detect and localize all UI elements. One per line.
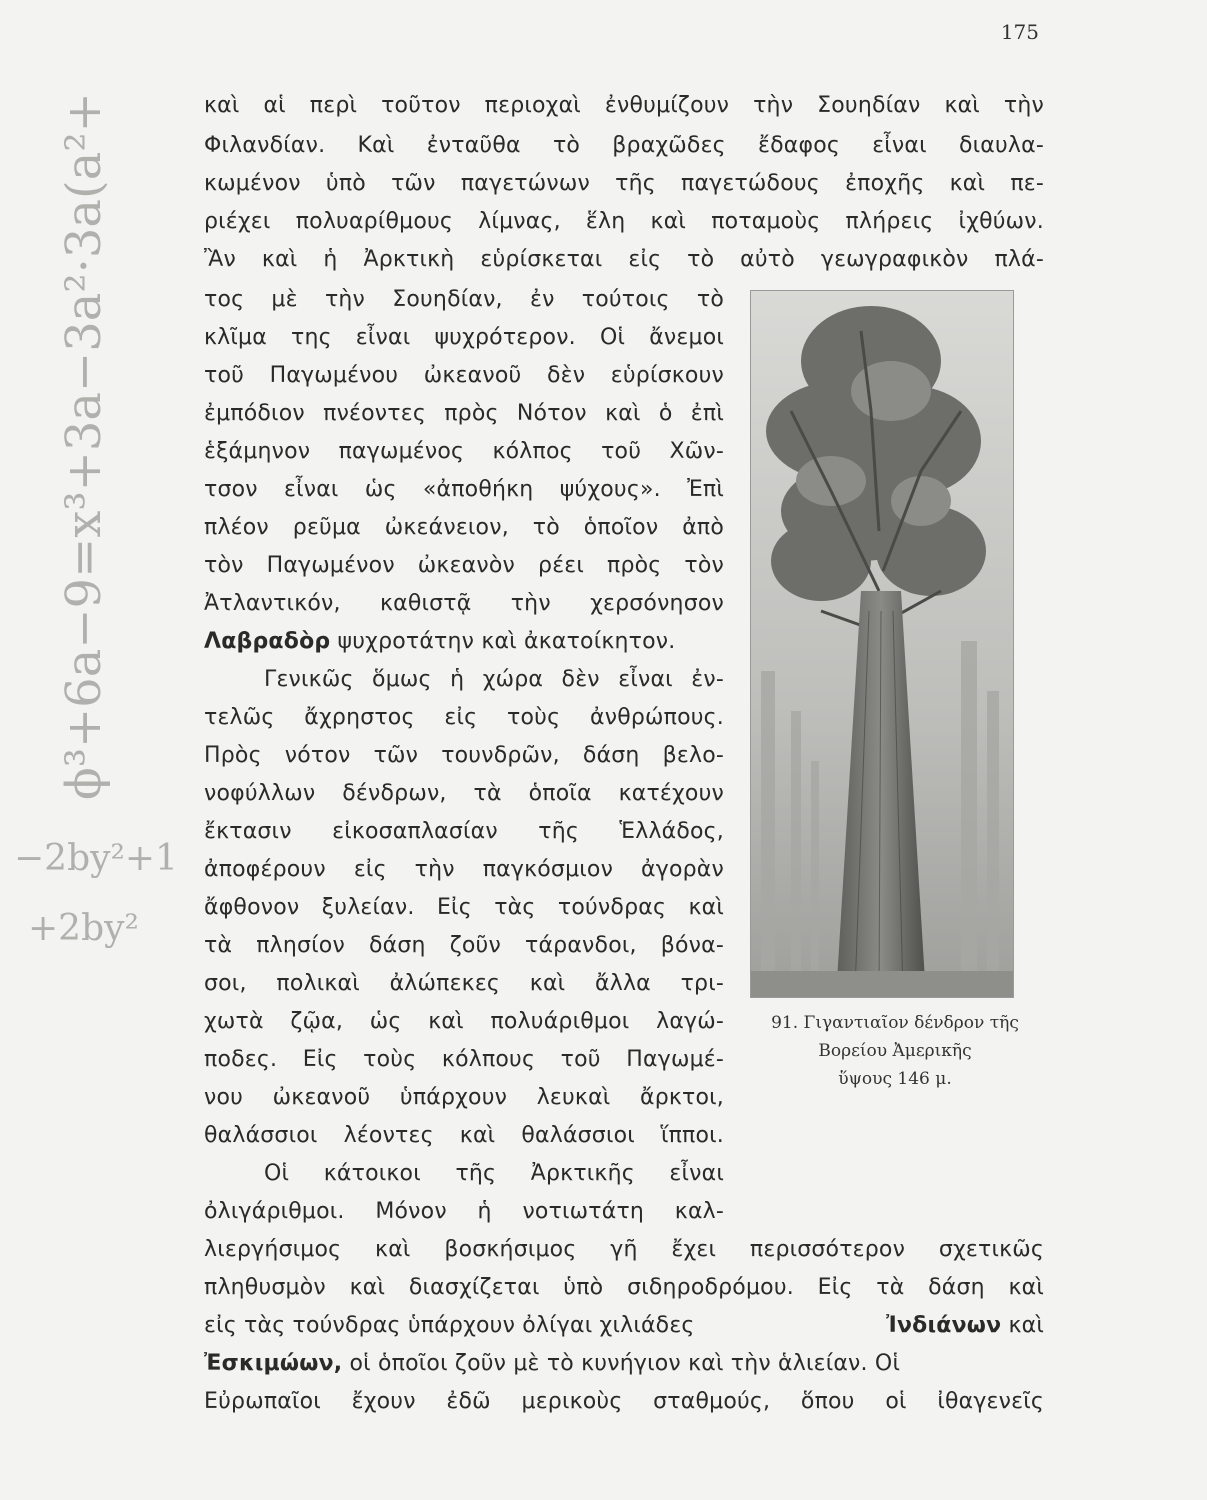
tree-illustration <box>750 290 1014 998</box>
text-line: τελῶς ἄχρηστος εἰς τοὺς ἀνθρώπους. <box>204 705 724 730</box>
text-line: Γενικῶς ὅμως ἡ χώρα δὲν εἶναι ἐν- <box>264 667 724 692</box>
tree-picture <box>751 291 1013 997</box>
text-line: τσον εἶναι ὡς «ἀποθήκη ψύχους». Ἐπὶ <box>204 477 724 502</box>
text-line: πλέον ρεῦμα ὠκεάνειον, τὸ ὁποῖον ἀπὸ <box>204 515 724 540</box>
text-line: ποδες. Εἰς τοὺς κόλπους τοῦ Παγωμέ- <box>204 1047 724 1072</box>
bold-term-eskimos: Ἐσκιμώων, <box>204 1351 343 1376</box>
text-fragment: οἱ ὁποῖοι ζοῦν μὲ τὸ κυνήγιον καὶ τὴν ἁλιείαν. Οἱ <box>342 1351 901 1376</box>
page-number: 175 <box>1000 20 1039 44</box>
text-fragment: ψυχροτάτην καὶ ἀκατοίκητον. <box>330 629 676 654</box>
text-line: ἄφθονον ξυλείαν. Εἰς τὰς τούνδρας καὶ <box>204 895 724 920</box>
bold-term-indians: Ἰνδιάνων καὶ <box>886 1313 1044 1338</box>
text-line: Πρὸς νότον τῶν τουνδρῶν, δάση βελο- <box>204 743 724 768</box>
text-line: Εὐρωπαῖοι ἔχουν ἐδῶ μερικοὺς σταθμούς, ὅπου οἱ ἰθαγενεῖς <box>204 1389 1044 1414</box>
text-line: ριέχει πολυαρίθμους λίμνας, ἕλη καὶ ποταμοὺς πλήρεις ἰχθύων. <box>204 209 1044 234</box>
bold-term-labrador: Λαβραδὸρ <box>204 629 331 654</box>
text-line: θαλάσσιοι λέοντες καὶ θαλάσσιοι ἵπποι. <box>204 1123 724 1148</box>
figure-caption-line: ὕψους 146 μ. <box>838 1069 952 1089</box>
text-line: ἔκτασιν εἰκοσαπλασίαν τῆς Ἑλλάδος, <box>204 819 724 844</box>
text-line: ἀποφέρουν εἰς τὴν παγκόσμιον ἀγορὰν <box>204 857 724 882</box>
text-fragment: εἰς τὰς τούνδρας ὑπάρχουν ὀλίγαι χιλιάδες <box>204 1313 695 1338</box>
text-line: χωτὰ ζῷα, ὡς καὶ πολυάριθμοι λαγώ- <box>204 1009 724 1034</box>
text-line: κλῖμα της εἶναι ψυχρότερον. Οἱ ἄνεμοι <box>204 325 724 350</box>
text-line: τος μὲ τὴν Σουηδίαν, ἐν τούτοις τὸ <box>204 287 724 312</box>
text-line: Φιλανδίαν. Καὶ ἐνταῦθα τὸ βραχῶδες ἔδαφος εἶναι διαυλα- <box>204 133 1044 158</box>
text-line: Ἀτλαντικόν, καθιστᾷ τὴν χερσόνησον <box>204 591 724 616</box>
handwritten-note-b: +2by² <box>28 908 139 949</box>
text-line: τὸν Παγωμένον ὠκεανὸν ρέει πρὸς τὸν <box>204 553 724 578</box>
figure-caption-line: 91. Γιγαντιαῖον δένδρον τῆς <box>771 1013 1019 1033</box>
text-line: καὶ αἱ περὶ τοῦτον περιοχαὶ ἐνθυμίζουν τὴν Σουηδίαν καὶ τὴν <box>204 93 1044 118</box>
text-line: ἑξάμηνον παγωμένος κόλπος τοῦ Χῶν- <box>204 439 724 464</box>
text-line: νου ὠκεανοῦ ὑπάρχουν λευκαὶ ἄρκτοι, <box>204 1085 724 1110</box>
text-line: λιεργήσιμος καὶ βοσκήσιμος γῆ ἔχει περισσότερον σχετικῶς <box>204 1237 1044 1262</box>
text-line: πληθυσμὸν καὶ διασχίζεται ὑπὸ σιδηροδρόμου. Εἰς τὰ δάση καὶ <box>204 1275 1044 1300</box>
text-line: σοι, πολικαὶ ἀλώπεκες καὶ ἄλλα τρι- <box>204 971 724 996</box>
text-line: νοφύλλων δένδρων, τὰ ὁποῖα κατέχουν <box>204 781 724 806</box>
text-line <box>204 1344 1044 1384</box>
text-line <box>204 1306 1044 1346</box>
text-line: Ἂν καὶ ἡ Ἀρκτικὴ εὑρίσκεται εἰς τὸ αὐτὸ γεωγραφικὸν πλά- <box>204 247 1044 272</box>
text-line: ἐμπόδιον πνέοντες πρὸς Νότον καὶ ὁ ἐπὶ <box>204 401 724 426</box>
text-line: ὀλιγάριθμοι. Μόνον ἡ νοτιωτάτη καλ- <box>204 1199 724 1224</box>
handwritten-note-a: −2by²+1 <box>14 838 178 879</box>
text-line: τὰ πλησίον δάση ζοῦν τάρανδοι, βόνα- <box>204 933 724 958</box>
text-line: τοῦ Παγωμένου ὠκεανοῦ δὲν εὑρίσκουν <box>204 363 724 388</box>
text-line: Οἱ κάτοικοι τῆς Ἀρκτικῆς εἶναι <box>264 1161 724 1186</box>
figure-caption-line: Βορείου Ἀμερικῆς <box>818 1041 972 1061</box>
text-line <box>204 622 724 662</box>
text-line: κωμένον ὑπὸ τῶν παγετώνων τῆς παγετώδους ἐποχῆς καὶ πε- <box>204 171 1044 196</box>
pencil-annotations <box>0 0 200 1000</box>
handwritten-formula: ϕ³+6a−9=x³+3a−3a²·3a(a²+ <box>56 92 112 800</box>
